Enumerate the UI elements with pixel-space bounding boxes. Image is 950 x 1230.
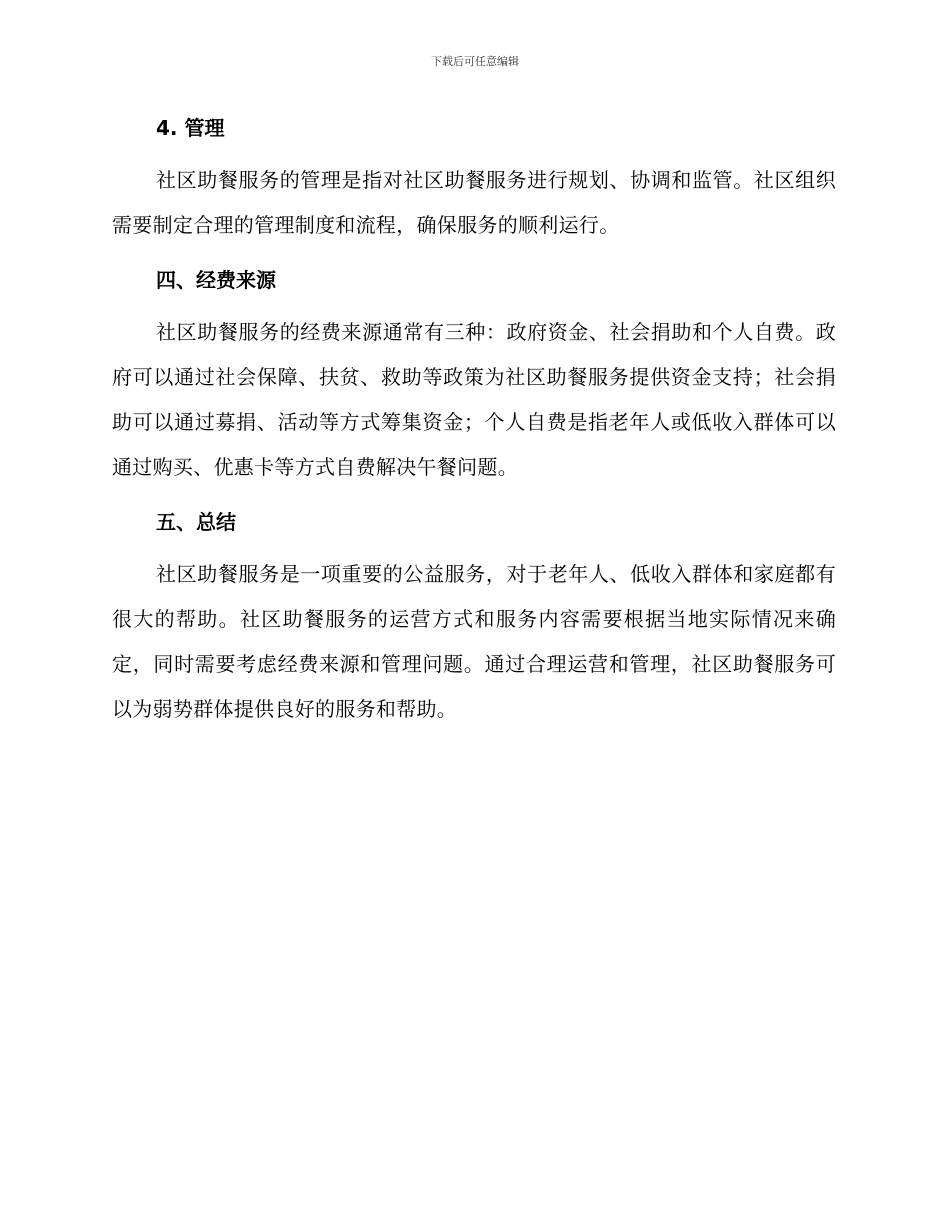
section-paragraph: 社区助餐服务的经费来源通常有三种：政府资金、社会捐助和个人自费。政府可以通过社会保障、扶贫、救助等政策为社区助餐服务提供资金支持；社会捐助可以通过募捐、活动等方式筹集资金；个人自费是指老年人或低收入群体可以通过购买、优惠卡等方式自费解决午餐问题。	[112, 320, 836, 479]
section-management	[112, 108, 836, 248]
section-funding-sources	[112, 260, 836, 490]
section-paragraph: 社区助餐服务的管理是指对社区助餐服务进行规划、协调和监管。社区组织需要制定合理的管理制度和流程，确保服务的顺利运行。	[112, 168, 836, 237]
page-header: 下载后可任意编辑	[431, 55, 519, 68]
section-heading: 五、总结	[156, 510, 236, 534]
section-paragraph: 社区助餐服务是一项重要的公益服务，对于老年人、低收入群体和家庭都有很大的帮助。社区助餐服务的运营方式和服务内容需要根据当地实际情况来确定，同时需要考虑经费来源和管理问题。通过合理运营和管理，社区助餐服务可以为弱势群体提供良好的服务和帮助。	[112, 562, 836, 721]
document-body	[112, 108, 836, 732]
section-summary	[112, 502, 836, 732]
section-heading: 四、经费来源	[156, 268, 276, 292]
section-heading: 4. 管理	[156, 116, 225, 140]
